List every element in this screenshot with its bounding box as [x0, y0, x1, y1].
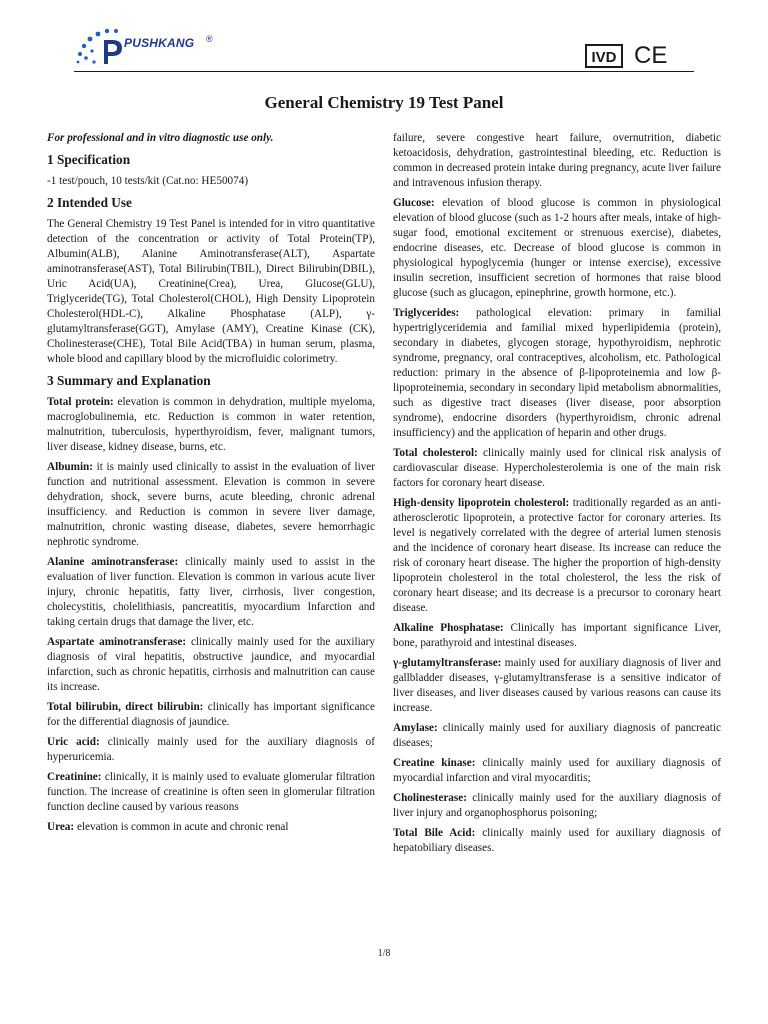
intended-use-text: The General Chemistry 19 Test Panel is intended for in vitro quantitative detection of the concentration or activity of Total Protein(TP), Albumin(ALB), Alanine Aminotransferase(ALT), Aspartate aminotransferase(AST), Total Bilirubin(TBIL), Direct Bilirubin(DBIL), Uric Acid(UA), Creatinine(Crea), Urea, Glucose(GLU), Triglyceride(TG), Total Cholesterol(CHOL), High Density Lipoprotein Cholesterol(HDL-C), Alkaline Phosphatase (ALP), γ-glutamyltransferase(GGT), Amylase (AMY), Creatine Kinase (CK), Cholinesterase(CHE), Total Bile Acid(TBA) in human serum, plasma, whole blood and capillary blood by the microfluidic colorimetry. — [47, 218, 375, 365]
section-heading-specification: 1 Specification — [47, 152, 131, 167]
registered-mark: ® — [206, 34, 213, 44]
analyte-paragraph — [393, 721, 721, 751]
analyte-paragraph — [47, 395, 375, 455]
analyte-text: pathological elevation: primary in familial hypertriglyceridemia and familial mixed hyperlipidemia (protein), secondary in diabetes, glycogen storage, hypothyroidism, nephrotic syndrome, pregnancy, oral contraceptives, alcoholism, etc. Pathological reduction: primary in the absence of β-lipoproteinemia and low β-lipoproteinemia, secondary in secondary lipid metabolism abnormalities, such as digestive tract diseases (liver disease, poor absorption syndrome), endocrine disorders (hyperthyroidism, chronic adrenal insufficiency) and the application of heparin and other drugs. — [393, 307, 721, 439]
analyte-term: Triglycerides: — [393, 307, 460, 319]
analyte-text: elevation is common in acute and chronic renal — [74, 821, 289, 833]
analyte-term: Total bilirubin, direct bilirubin: — [47, 701, 204, 713]
analyte-paragraph — [47, 770, 375, 815]
analyte-text: elevation of blood glucose is common in physiological elevation of blood glucose (such as 1-2 hours after meals, intake of high-sugar food, emotional excitement or strenuous exercise), diabetes, endocrine diseases, etc. Decrease of blood glucose is common in physiological hypoglycemia (hunger or intense exercise), excessive insulin secretion, insufficient secretion of hormones that raise blood glucose (such as glucagon, epinephrine, growth hormone, etc.). — [393, 197, 721, 299]
analyte-term: Alkaline Phosphatase: — [393, 622, 504, 634]
analyte-paragraph — [393, 496, 721, 616]
specification-text: -1 test/pouch, 10 tests/kit (Cat.no: HE50074) — [47, 175, 249, 187]
left-column — [47, 131, 375, 840]
analyte-text: clinically mainly used for auxiliary diagnosis of myocardial infarction and viral myocarditis; — [393, 757, 721, 784]
analyte-term: Alanine aminotransferase: — [47, 556, 179, 568]
analyte-text: mainly used for auxiliary diagnosis of liver and gallbladder diseases, γ-glutamyltransferase is a sensitive indicator of liver diseases, and liver diseases caused by various reasons can cause its increase. — [393, 657, 721, 714]
page-number: 1/8 — [377, 948, 391, 959]
analyte-paragraph — [47, 555, 375, 630]
brand-name: PUSHKANG — [124, 36, 195, 50]
analyte-paragraph — [393, 306, 721, 441]
analyte-term: Albumin: — [47, 461, 94, 473]
analyte-term: Amylase: — [393, 722, 438, 734]
analyte-text: Clinically has important significance Liver, bone, parathyroid and intestinal diseases. — [393, 622, 721, 649]
analyte-paragraph — [393, 656, 721, 716]
analyte-paragraph — [393, 826, 721, 856]
document-title: General Chemistry 19 Test Panel — [264, 93, 504, 112]
analyte-term: Uric acid: — [47, 736, 100, 748]
ce-mark: CE — [634, 42, 668, 69]
ivd-badge: IVD — [585, 44, 623, 68]
analyte-term: High-density lipoprotein cholesterol: — [393, 497, 570, 509]
analyte-paragraph — [393, 621, 721, 651]
analyte-text: clinically mainly used for the auxiliary diagnosis of viral hepatitis, obstructive jaundice, and myocardial infarction, such as chronic hepatitis, cirrhosis and malnutrition can cause its increase. — [47, 636, 375, 693]
analyte-paragraph — [47, 820, 375, 835]
disclaimer: For professional and in vitro diagnostic use only. — [47, 132, 274, 144]
analyte-term: Aspartate aminotransferase: — [47, 636, 187, 648]
analyte-term: Glucose: — [393, 197, 435, 209]
analyte-term: Creatinine: — [47, 771, 102, 783]
section-heading-summary: 3 Summary and Explanation — [47, 373, 211, 388]
analyte-term: Total Bile Acid: — [393, 827, 476, 839]
analyte-text: clinically mainly used for the auxiliary diagnosis of liver injury and organophosphorus poisoning; — [393, 792, 721, 819]
analyte-text: it is mainly used clinically to assist in the evaluation of liver function and nutritional assessment. Elevation is common in severe dehydration, shock, severe burns, acute bleeding, chronic adrenal insufficiency. and Reduction is common in severe liver damage, malnutrition, chronic wasting disease, diabetes, severe hemorrhagic nephrotic syndrome. — [47, 461, 375, 548]
analyte-text: clinically mainly used for the auxiliary diagnosis of hyperuricemia. — [47, 736, 375, 763]
analyte-text: elevation is common in dehydration, multiple myeloma, macroglobulinemia, etc. Reduction is common in water retention, malnutrition, tuberculosis, hyperthyroidism, fever, malignant tumors, liver disease, kidney disease, burns, etc. — [47, 396, 376, 453]
analyte-term: Creatine kinase: — [393, 757, 476, 769]
analyte-paragraph — [393, 446, 721, 491]
analyte-text: clinically mainly used for clinical risk analysis of cardiovascular disease. Hypercholesterolemia is one of the main risk factors for coronary heart disease. — [393, 447, 722, 489]
analyte-text: clinically mainly used for auxiliary diagnosis of pancreatic diseases; — [393, 722, 721, 749]
analyte-text: clinically mainly used for auxiliary diagnosis of hepatobiliary diseases. — [393, 827, 721, 854]
analyte-paragraph — [47, 460, 375, 550]
analyte-text: clinically has important significance for the differential diagnosis of jaundice. — [47, 701, 375, 728]
section-heading-intended-use: 2 Intended Use — [47, 195, 132, 210]
right-column — [393, 131, 721, 861]
analyte-paragraph — [47, 635, 375, 695]
analyte-term: Urea: — [47, 821, 75, 833]
analyte-text: traditionally regarded as an anti-atherosclerotic lipoprotein, a protective factor for coronary arteries. Its level is negatively correlated with the degree of arterial lumen stenosis and the incidence of coronary heart disease. Its increase can reduce the risk of coronary heart disease. The higher the proportion of high-density lipoprotein cholesterol in the total cholesterol, the less the risk of coronary heart disease; and its decrease is a precursor to coronary heart disease. — [393, 497, 721, 614]
analyte-paragraph — [393, 791, 721, 821]
analyte-paragraph — [393, 756, 721, 786]
analyte-term: Total cholesterol: — [393, 447, 478, 459]
header-divider — [74, 71, 694, 72]
analyte-term: γ-glutamyltransferase: — [393, 657, 502, 669]
analyte-text: clinically, it is mainly used to evaluate glomerular filtration function. The increase of creatinine is often seen in glomerular filtration function decline caused by various reasons — [47, 771, 375, 813]
continuation-paragraph: failure, severe congestive heart failure, overnutrition, diabetic ketoacidosis, dehydration, gastrointestinal bleeding, etc. Reduction is common in decreased protein intake during pregnancy, acute liver failure and intravenous infusion therapy. — [393, 132, 721, 189]
page-header — [0, 0, 768, 80]
analyte-paragraph — [47, 700, 375, 730]
analyte-term: Cholinesterase: — [393, 792, 467, 804]
analyte-paragraph — [393, 196, 721, 301]
analyte-term: Total protein: — [47, 396, 114, 408]
analyte-paragraph — [47, 735, 375, 765]
analyte-text: clinically mainly used to assist in the evaluation of liver function. Elevation is common in various acute liver injury, chronic hepatitis, fatty liver, cirrhosis, liver congestion, cholecystitis, cholelithiasis, pancreatitis, myocardium Infarction and taking certain drugs that damage the liver, etc. — [47, 556, 375, 628]
